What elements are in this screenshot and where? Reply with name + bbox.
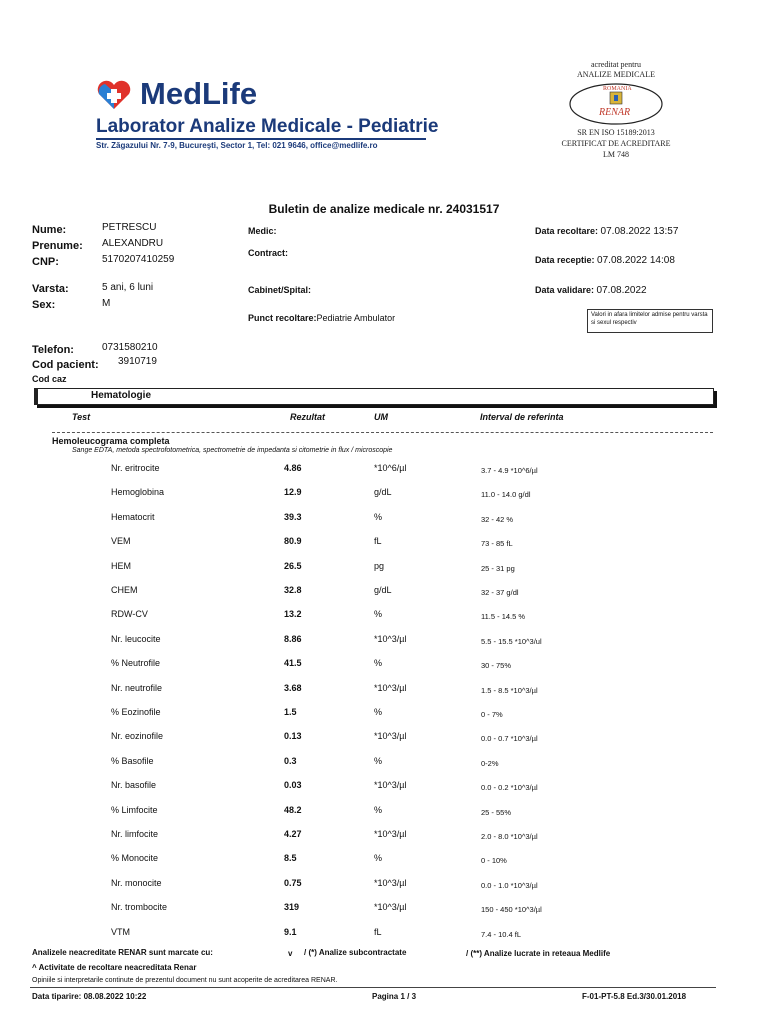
result-value: 80.9 xyxy=(284,536,302,547)
brand-name: MedLife xyxy=(140,76,258,111)
test-name: % Limfocite xyxy=(111,804,158,815)
result-value: 41.5 xyxy=(284,658,302,669)
cabinet-label: Cabinet/Spital: xyxy=(248,285,312,295)
reference-range: 0-2% xyxy=(481,758,499,768)
result-value: 1.5 xyxy=(284,707,297,717)
unit: fL xyxy=(374,536,382,547)
unit: % xyxy=(374,804,383,815)
column-result: Rezultat xyxy=(290,412,326,422)
nume-value: PETRESCU xyxy=(102,222,157,233)
test-name: RDW-CV xyxy=(111,609,148,620)
unit: % xyxy=(374,755,383,766)
column-ref: Interval de referinta xyxy=(480,412,564,422)
test-name: Nr. eozinofile xyxy=(111,731,164,742)
result-value: 8.5 xyxy=(284,853,297,864)
test-name: HEM xyxy=(111,560,131,571)
accreditation-line1: acreditat pentru xyxy=(591,60,641,69)
result-value: 8.86 xyxy=(284,633,302,644)
prenume-value: ALEXANDRU xyxy=(102,238,164,249)
reference-range: 30 - 75% xyxy=(481,661,512,671)
reference-range: 7.4 - 10.4 fL xyxy=(481,929,522,939)
recoltare-label: Data recoltare: xyxy=(535,226,599,236)
opinions-note: Opiniile si interpretarile continute de prezentul document nu sunt acoperite de acreditarea RENAR. xyxy=(32,977,338,984)
medic-label: Medic: xyxy=(248,226,277,236)
recoltare-note: ^ Activitate de recoltare neacreditata Renar xyxy=(32,963,197,972)
receptie-label: Data receptie: xyxy=(535,255,595,265)
unit: % xyxy=(374,609,383,620)
result-value: 12.9 xyxy=(284,487,302,498)
unit: g/dL xyxy=(374,487,392,498)
reference-range: 11.0 - 14.0 g/dl xyxy=(481,490,531,500)
reference-range: 0.0 - 1.0 *10^3/µl xyxy=(481,880,538,890)
test-name: Nr. leucocite xyxy=(111,633,161,644)
telefon-value: 0731580210 xyxy=(102,342,158,353)
unit: g/dL xyxy=(374,585,392,595)
document-title: Buletin de analize medicale nr. 24031517 xyxy=(268,202,500,216)
unit: *10^3/µl xyxy=(374,877,407,888)
test-name: Nr. monocite xyxy=(111,877,162,888)
recoltare-value: 07.08.2022 13:57 xyxy=(600,226,679,237)
reference-range: 0 - 10% xyxy=(481,856,507,866)
seal-name: RENAR xyxy=(599,107,631,118)
reference-range: 3.7 - 4.9 *10^6/µl xyxy=(481,466,538,475)
test-name: % Basofile xyxy=(111,755,154,766)
reference-range: 0.0 - 0.2 *10^3/µl xyxy=(481,783,538,793)
group-title: Hemoleucograma completa xyxy=(52,436,170,446)
punct-label: Punct recoltare: xyxy=(248,313,317,323)
unit: pg xyxy=(374,560,385,571)
cod-caz-label: Cod caz xyxy=(32,374,67,384)
test-name: Nr. basofile xyxy=(111,780,157,791)
result-value: 9.1 xyxy=(284,926,297,937)
nume-label: Nume: xyxy=(32,224,67,236)
column-test: Test xyxy=(72,412,91,422)
unit: *10^3/µl xyxy=(374,780,407,791)
prenume-label: Prenume: xyxy=(32,240,83,252)
seal-top-text: ROMANIA xyxy=(603,86,632,92)
unit: *10^3/µl xyxy=(374,633,407,644)
unit: % xyxy=(374,658,383,669)
unit: *10^3/µl xyxy=(374,902,407,913)
form-code: F-01-PT-5.8 Ed.3/30.01.2018 xyxy=(582,992,687,1001)
accreditation-line2: ANALIZE MEDICALE xyxy=(577,70,655,79)
reference-range: 25 - 55% xyxy=(481,807,512,817)
cod-pacient-value: 3910719 xyxy=(118,356,157,367)
reference-range: 11.5 - 14.5 % xyxy=(481,612,526,622)
unit: % xyxy=(374,853,383,864)
test-name: CHEM xyxy=(111,585,138,595)
result-value: 0.13 xyxy=(284,731,302,742)
test-name: Hematocrit xyxy=(111,511,155,522)
v-mark: v xyxy=(288,949,293,958)
contract-label: Contract: xyxy=(248,248,288,258)
unit: *10^6/µl xyxy=(374,463,407,473)
section-header xyxy=(34,388,714,405)
result-value: 48.2 xyxy=(284,804,302,815)
unit: *10^3/µl xyxy=(374,731,407,742)
renar-note: Analizele neacreditate RENAR sunt marcate cu: xyxy=(32,948,213,957)
cnp-label: CNP: xyxy=(32,256,59,268)
unit: *10^3/µl xyxy=(374,829,407,839)
column-um: UM xyxy=(374,412,388,422)
result-value: 0.3 xyxy=(284,755,297,766)
test-name: Nr. neutrofile xyxy=(111,682,163,693)
result-value: 26.5 xyxy=(284,560,302,571)
medlife-logo-heart-icon xyxy=(96,80,132,115)
lab-address: Str. Zăgazului Nr. 7-9, Bucureşti, Sector 1, Tel: 021 9646, office@medlife.ro xyxy=(96,141,378,150)
result-value: 0.03 xyxy=(284,780,302,791)
section-title: Hematologie xyxy=(91,390,152,401)
footer-divider xyxy=(30,987,716,988)
print-date: Data tiparire: 08.08.2022 10:22 xyxy=(32,992,147,1001)
varsta-label: Varsta: xyxy=(32,283,69,295)
test-name: Nr. eritrocite xyxy=(111,463,160,473)
reference-range: 150 - 450 *10^3/µl xyxy=(481,905,542,915)
reference-range: 2.0 - 8.0 *10^3/µl xyxy=(481,832,538,841)
reference-range: 1.5 - 8.5 *10^3/µl xyxy=(481,685,538,695)
lab-name: Laborator Analize Medicale - Pediatrie xyxy=(96,116,439,137)
page-number: Pagina 1 / 3 xyxy=(372,992,417,1001)
test-name: % Monocite xyxy=(111,853,159,864)
result-value: 3.68 xyxy=(284,682,302,693)
reference-range: 25 - 31 pg xyxy=(481,563,515,573)
test-name: % Neutrofile xyxy=(111,658,161,669)
reference-range: 32 - 42 % xyxy=(481,514,514,524)
test-name: VEM xyxy=(111,536,131,547)
accreditation-standard: SR EN ISO 15189:2013 xyxy=(577,128,655,137)
out-of-range-note: Valori in afara limitelor admise pentru varsta si sexul respectiv xyxy=(587,309,713,333)
medlife-network-note: / (**) Analize lucrate in reteaua Medlife xyxy=(466,949,611,958)
reference-range: 5.5 - 15.5 *10^3/ul xyxy=(481,636,542,646)
unit: fL xyxy=(374,926,382,937)
unit: % xyxy=(374,707,383,717)
result-value: 319 xyxy=(284,902,300,913)
result-value: 13.2 xyxy=(284,609,302,620)
reference-range: 32 - 37 g/dl xyxy=(481,588,519,597)
accreditation-number: LM 748 xyxy=(603,150,629,159)
telefon-label: Telefon: xyxy=(32,344,74,356)
sex-label: Sex: xyxy=(32,299,56,311)
cod-pacient-label: Cod pacient: xyxy=(32,359,99,371)
varsta-value: 5 ani, 6 luni xyxy=(102,282,154,293)
reference-range: 0.0 - 0.7 *10^3/µl xyxy=(481,734,538,744)
group-method: Sange EDTA, metoda spectrofotometrica, spectrometrie de impedanta si citometrie in flux / microscopie xyxy=(72,447,393,454)
reference-range: 73 - 85 fL xyxy=(481,539,513,549)
test-name: Nr. limfocite xyxy=(111,829,159,839)
validare-label: Data validare: xyxy=(535,285,595,295)
unit: *10^3/µl xyxy=(374,682,407,693)
header-divider xyxy=(52,432,713,433)
sex-value: M xyxy=(102,298,111,309)
test-name: Nr. trombocite xyxy=(111,902,168,913)
test-name: VTM xyxy=(111,926,130,937)
result-value: 32.8 xyxy=(284,585,302,595)
test-name: Hemoglobina xyxy=(111,487,165,498)
accreditation-cert: CERTIFICAT DE ACREDITARE xyxy=(561,139,671,148)
result-value: 0.75 xyxy=(284,877,302,888)
punct-value: Pediatrie Ambulator xyxy=(316,313,396,323)
receptie-value: 07.08.2022 14:08 xyxy=(597,255,675,266)
result-value: 4.27 xyxy=(284,829,302,839)
result-value: 39.3 xyxy=(284,511,302,522)
cnp-value: 5170207410259 xyxy=(102,254,175,265)
unit: % xyxy=(374,511,383,522)
lab-divider xyxy=(96,138,426,140)
subcontract-note: / (*) Analize subcontractate xyxy=(304,948,407,957)
validare-value: 07.08.2022 xyxy=(596,285,647,296)
reference-range: 0 - 7% xyxy=(481,710,503,719)
test-name: % Eozinofile xyxy=(111,707,161,717)
result-value: 4.86 xyxy=(284,463,302,473)
